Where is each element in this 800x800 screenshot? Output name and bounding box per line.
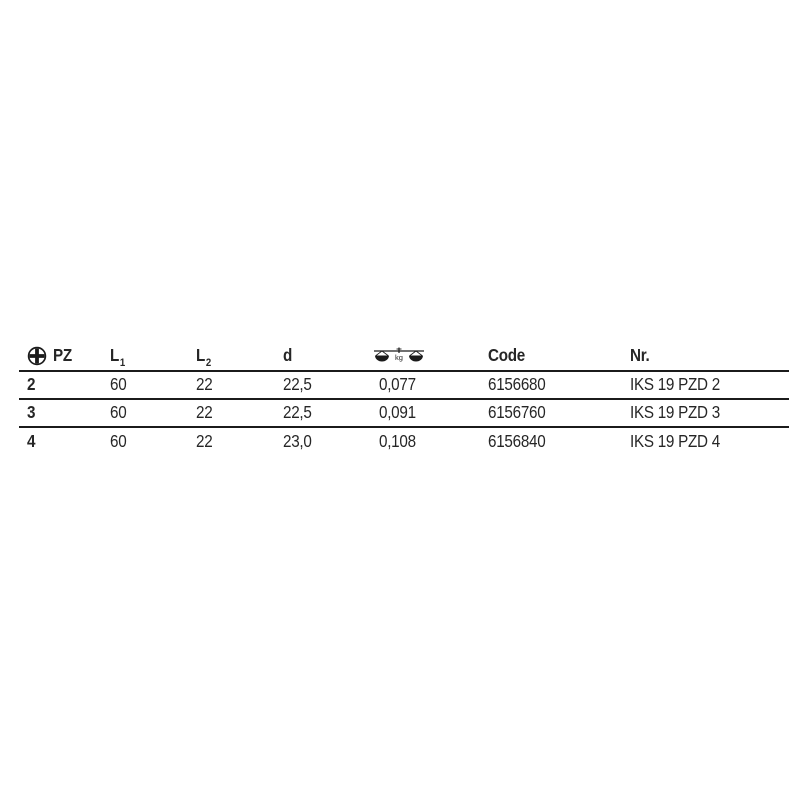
cell-d: 22,5	[283, 402, 312, 423]
cell-l1: 60	[110, 402, 127, 423]
header-label-l2: L	[196, 344, 206, 365]
cell-pz: 2	[27, 374, 36, 395]
cell-weight: 0,091	[379, 402, 416, 423]
pozidriv-icon	[27, 346, 47, 366]
product-spec-table	[19, 341, 789, 456]
cell-l2: 22	[196, 402, 213, 423]
cell-pz: 3	[27, 402, 36, 423]
header-label-d: d	[283, 344, 293, 365]
table-header-row	[19, 341, 789, 372]
table-row	[19, 372, 789, 400]
cell-code: 6156840	[488, 431, 546, 452]
header-label-pz: PZ	[53, 344, 72, 365]
header-label-l2-sub: 2	[205, 357, 211, 370]
cell-pz: 4	[27, 431, 36, 452]
header-cell-d	[283, 344, 373, 365]
cell-d: 22,5	[283, 374, 312, 395]
weight-unit-label: kg	[395, 353, 403, 362]
cell-code: 6156760	[488, 402, 546, 423]
cell-l1: 60	[110, 374, 127, 395]
header-cell-code	[488, 344, 630, 365]
header-cell-weight	[373, 347, 488, 364]
header-label-nr: Nr.	[630, 344, 650, 365]
cell-l2: 22	[196, 374, 213, 395]
header-label-l1-sub: 1	[119, 357, 125, 370]
header-cell-pz	[19, 346, 110, 366]
cell-code: 6156680	[488, 374, 546, 395]
cell-weight: 0,077	[379, 374, 416, 395]
cell-nr: IKS 19 PZD 4	[630, 431, 720, 452]
header-cell-l1	[110, 344, 196, 370]
cell-l1: 60	[110, 431, 127, 452]
header-label-l1: L	[110, 344, 120, 365]
cell-weight: 0,108	[379, 431, 416, 452]
weight-scale-icon	[373, 347, 425, 364]
header-cell-l2	[196, 344, 283, 370]
header-cell-nr	[630, 344, 789, 365]
table-row	[19, 400, 789, 428]
table-row	[19, 428, 789, 456]
cell-l2: 22	[196, 431, 213, 452]
header-label-code: Code	[488, 344, 526, 365]
cell-nr: IKS 19 PZD 2	[630, 374, 720, 395]
cell-d: 23,0	[283, 431, 312, 452]
cell-nr: IKS 19 PZD 3	[630, 402, 720, 423]
